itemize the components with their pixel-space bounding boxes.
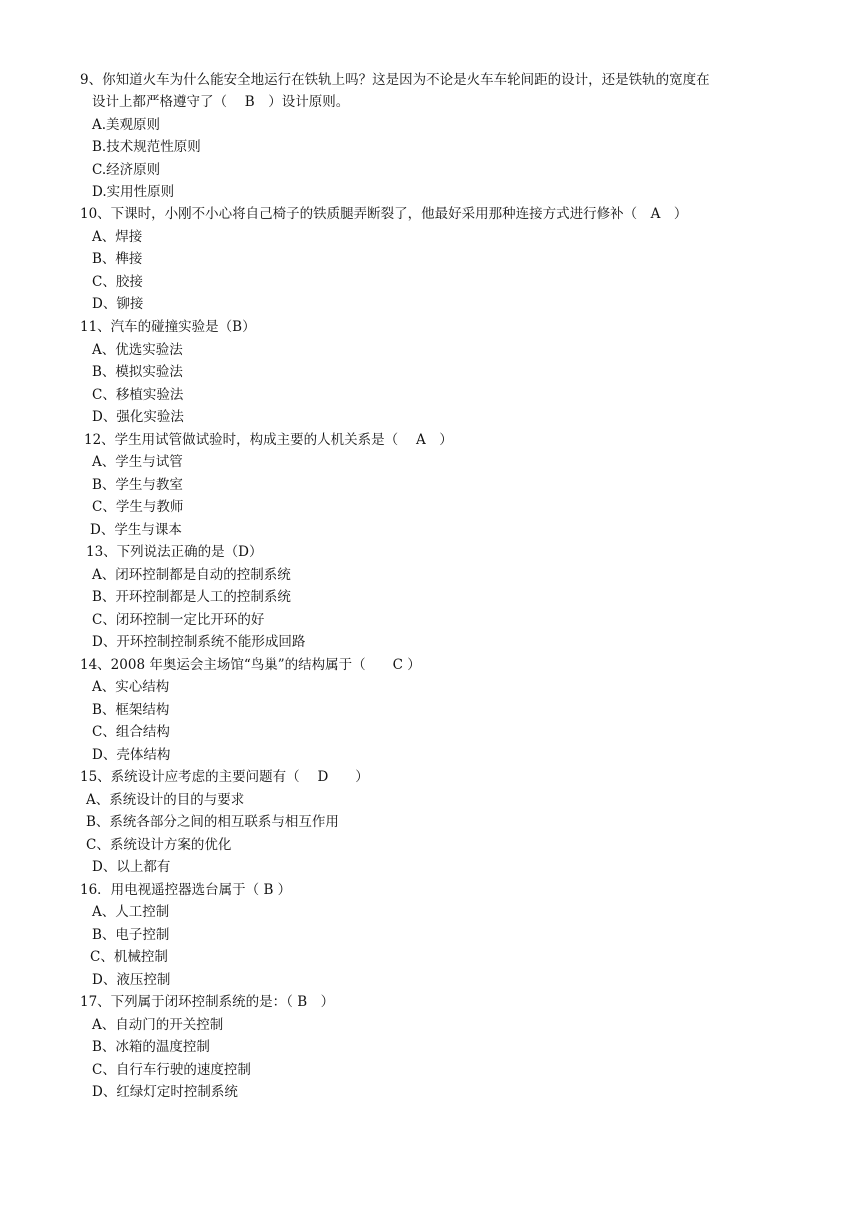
question-11-option-b: B、模拟实验法 (92, 364, 183, 380)
question-17-option-d: D、红绿灯定时控制系统 (92, 1084, 238, 1100)
question-10-option-b: B、榫接 (92, 251, 143, 267)
question-12-option-a: A、学生与试管 (92, 454, 183, 470)
question-11-line-1: 11、汽车的碰撞实验是（B） (80, 319, 256, 335)
question-15-option-a: A、系统设计的目的与要求 (86, 792, 245, 808)
question-14-option-b: B、框架结构 (92, 702, 170, 718)
question-16-option-a: A、人工控制 (92, 904, 170, 920)
question-13-line-1: 13、下列说法正确的是（D） (86, 544, 263, 560)
question-11-option-c: C、移植实验法 (92, 387, 184, 403)
question-15-option-c: C、系统设计方案的优化 (86, 837, 232, 853)
question-16-option-c: C、机械控制 (90, 949, 168, 965)
question-12-option-c: C、学生与教师 (92, 499, 184, 515)
question-9-option-b: B.技术规范性原则 (92, 139, 201, 155)
question-14-line-1: 14、2008 年奥运会主场馆“鸟巢”的结构属于（ C ） (80, 657, 421, 673)
question-13-option-a: A、闭环控制都是自动的控制系统 (92, 567, 291, 583)
question-16-line-1: 16．用电视遥控器选台属于（ B ） (80, 882, 292, 898)
question-16-option-d: D、液压控制 (92, 972, 171, 988)
question-13-option-c: C、闭环控制一定比开环的好 (92, 612, 265, 628)
question-11-option-d: D、强化实验法 (92, 409, 184, 425)
question-16-option-b: B、电子控制 (92, 927, 170, 943)
question-13-option-b: B、开环控制都是人工的控制系统 (92, 589, 291, 605)
question-13-option-d: D、开环控制控制系统不能形成回路 (92, 634, 306, 650)
question-10-option-c: C、胶接 (92, 274, 143, 290)
question-15-option-d: D、以上都有 (92, 859, 171, 875)
question-17-line-1: 17、下列属于闭环控制系统的是：（ B ） (80, 994, 335, 1010)
question-17-option-c: C、自行车行驶的速度控制 (92, 1062, 251, 1078)
question-10-line-1: 10、下课时，小刚不小心将自己椅子的铁质腿弄断裂了，他最好采用那种连接方式进行修补（ A ） (80, 206, 688, 222)
question-14-option-a: A、实心结构 (92, 679, 170, 695)
question-9-option-a: A.美观原则 (92, 117, 161, 133)
question-10-option-a: A、焊接 (92, 229, 143, 245)
question-14-option-c: C、组合结构 (92, 724, 170, 740)
question-17-option-b: B、冰箱的温度控制 (92, 1039, 210, 1055)
question-11-option-a: A、优选实验法 (92, 342, 183, 358)
question-9-line-2: 设计上都严格遵守了（ B ）设计原则。 (92, 94, 350, 110)
question-9-line-1: 9、你知道火车为什么能安全地运行在铁轨上吗？这是因为不论是火车车轮间距的设计，还是铁轨的宽度在 (80, 72, 710, 88)
question-12-line-1: 12、学生用试管做试验时，构成主要的人机关系是（ A ） (84, 432, 453, 448)
question-12-option-d: D、学生与课本 (90, 522, 182, 538)
question-10-option-d: D、铆接 (92, 296, 144, 312)
question-14-option-d: D、壳体结构 (92, 747, 171, 763)
question-17-option-a: A、自动门的开关控制 (92, 1017, 224, 1033)
question-12-option-b: B、学生与教室 (92, 477, 183, 493)
question-9-option-c: C.经济原则 (92, 162, 161, 178)
question-15-line-1: 15、系统设计应考虑的主要问题有（ D ） (80, 769, 369, 785)
question-15-option-b: B、系统各部分之间的相互联系与相互作用 (86, 814, 339, 830)
question-9-option-d: D.实用性原则 (92, 184, 175, 200)
